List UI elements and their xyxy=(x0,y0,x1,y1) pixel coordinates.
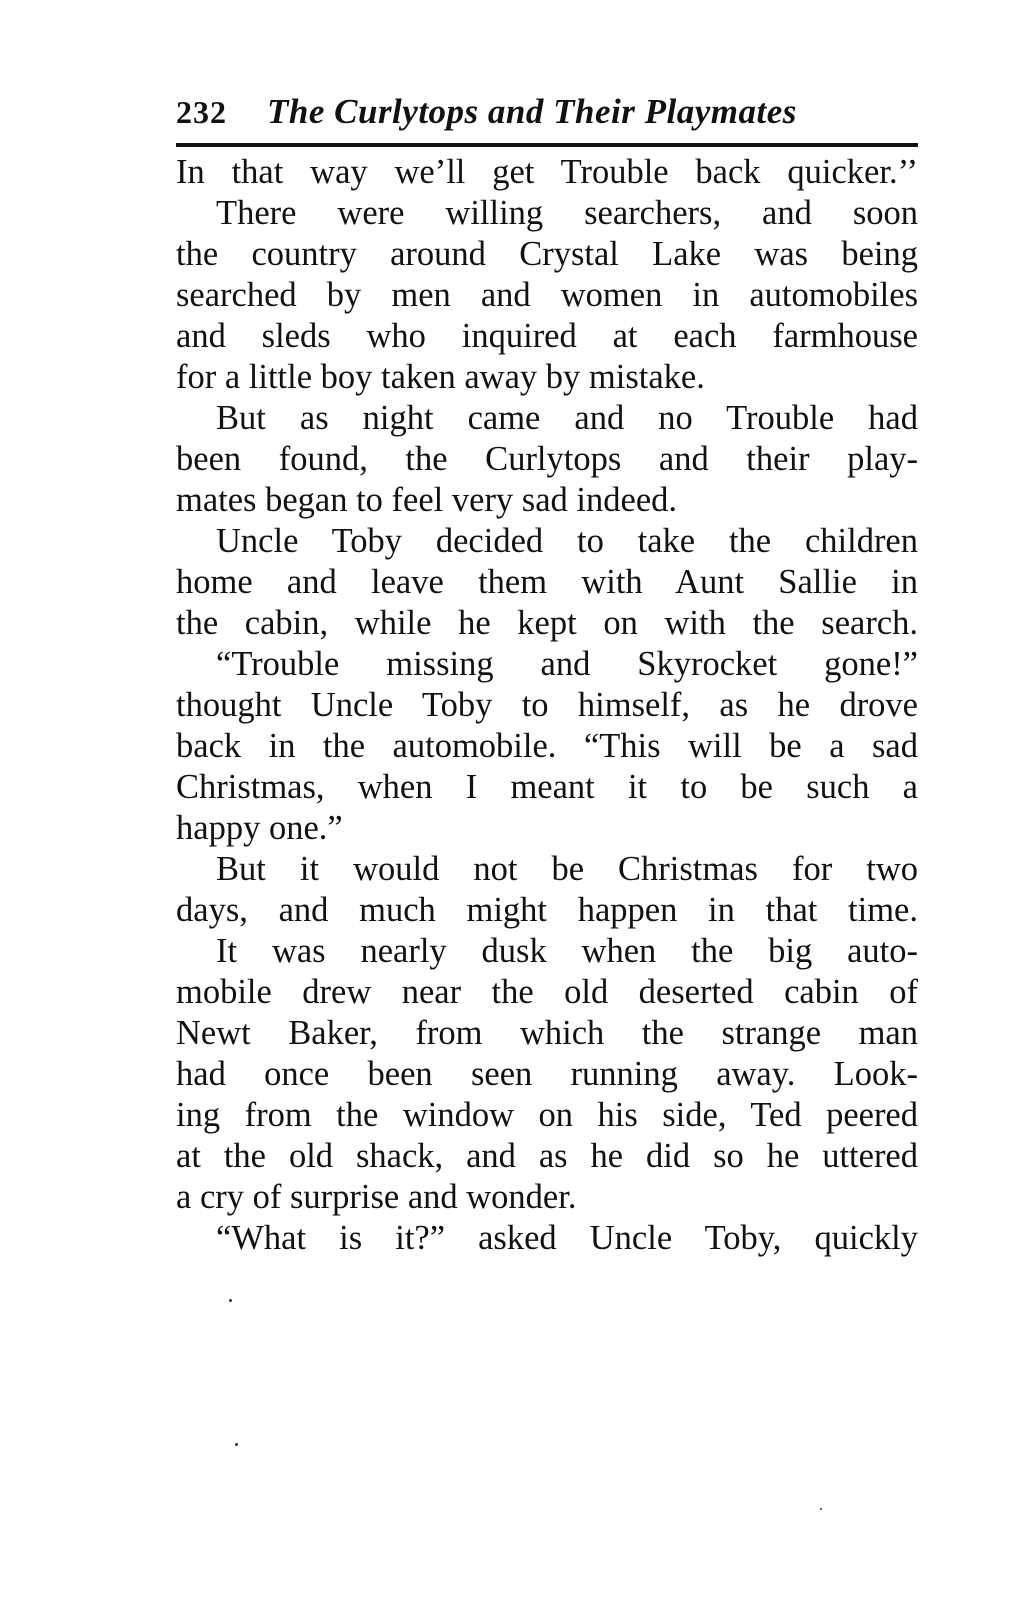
scan-speck xyxy=(229,1299,232,1302)
text-line: searched by men and women in automobiles xyxy=(176,276,918,314)
running-head xyxy=(176,88,918,136)
text-line: had once been seen running away. Look- xyxy=(176,1055,918,1093)
scan-speck xyxy=(820,1508,822,1510)
text-line: Christmas, when I meant it to be such a xyxy=(176,768,918,806)
text-line: for a little boy taken away by mistake. xyxy=(176,358,705,396)
text-line: days, and much might happen in that time. xyxy=(176,891,918,929)
text-line: thought Uncle Toby to himself, as he drove xyxy=(176,686,918,724)
book-title: The Curlytops and Their Playmates xyxy=(267,92,797,131)
text-line: a cry of surprise and wonder. xyxy=(176,1178,577,1216)
text-line: mobile drew near the old deserted cabin of xyxy=(176,973,918,1011)
scan-speck xyxy=(235,1443,238,1446)
body-text xyxy=(176,152,918,1259)
text-line: Newt Baker, from which the strange man xyxy=(176,1014,918,1052)
text-line: the country around Crystal Lake was being xyxy=(176,235,918,273)
text-line: There were willing searchers, and soon xyxy=(216,194,918,232)
text-line: at the old shack, and as he did so he uttered xyxy=(176,1137,918,1175)
text-line: ing from the window on his side, Ted peered xyxy=(176,1096,918,1134)
text-line: mates began to feel very sad indeed. xyxy=(176,481,678,519)
text-line: “What is it?” asked Uncle Toby, quickly xyxy=(216,1219,918,1257)
header-rule xyxy=(176,143,918,147)
text-line: “Trouble missing and Skyrocket gone!” xyxy=(216,645,918,683)
text-line: back in the automobile. “This will be a sad xyxy=(176,727,918,765)
text-line: happy one.” xyxy=(176,809,343,847)
text-line: been found, the Curlytops and their play- xyxy=(176,440,918,478)
text-line: But it would not be Christmas for two xyxy=(216,850,918,888)
page-number: 232 xyxy=(176,94,227,130)
text-line: and sleds who inquired at each farmhouse xyxy=(176,317,918,355)
text-line: But as night came and no Trouble had xyxy=(216,399,918,437)
text-line: It was nearly dusk when the big auto- xyxy=(216,932,918,970)
text-line: Uncle Toby decided to take the children xyxy=(216,522,918,560)
text-line: home and leave them with Aunt Sallie in xyxy=(176,563,918,601)
text-line: In that way we’ll get Trouble back quicker.’’ xyxy=(176,153,918,191)
text-line: the cabin, while he kept on with the search. xyxy=(176,604,918,642)
